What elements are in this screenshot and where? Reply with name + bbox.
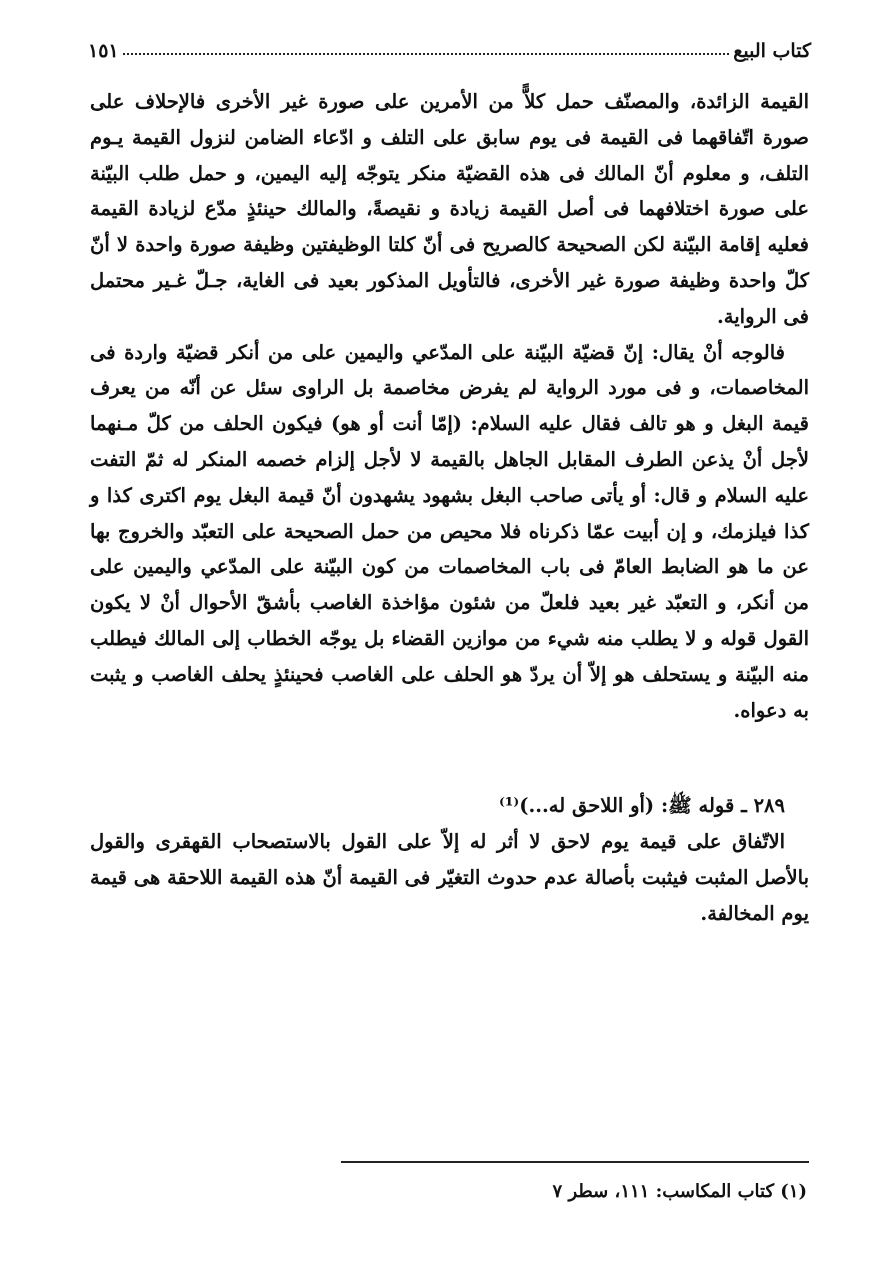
footnote: (١) كتاب المكاسب: ١١١، سطر ٧ — [552, 1181, 807, 1202]
paragraph-2: فالوجه أنْ يقال: إنّ قضيّة البيّنة على المدّعي واليمين على من أنكر قضيّة واردة فى المخاصمات، و فى مورد الرواية لم يفرض مخاصمة بل الراوى سئل عن أنّه من يعرف قيمة البغل و هو تالف فقال عليه السلام: (إمّا أنت أو هو) فيكون الحلف من كلّ مـنهما لأجل أنْ يذعن الطرف المقابل الجاهل بالقيمة لا لأجل إلزام خصمه المنكر له ثمّ التفت عليه السلام و قال: أو يأتى صاحب البغل بشهود يشهدون أنّ قيمة البغل يوم اكترى كذا و كذا فيلزمك، و إن أبيت عمّا ذكرناه فلا محيص من حمل الصحيحة على التعبّد والخروج بها عن ما هو الضابط العامّ فى باب المخاصمات من كون البيّنة على المدّعي واليمين على من أنكر، و التعبّد غير بعيد فلعلّ من شئون مؤاخذة الغاصب بأشقّ الأحوال أنْ لا يكون القول قوله و لا يطلب منه شيء من موازين القضاء بل يوجّه الخطاب إلى المالك فيطلب منه البيّنة و يستحلف هو إلاّ أن يردّ هو الحلف على الغاصب فحينئذٍ يحلف الغاصب و يثبت به دعواه. — [90, 340, 809, 722]
main-text — [90, 84, 809, 932]
paragraph-3: الاتّفاق على قيمة يوم لاحق لا أثر له إلاّ على القول بالاستصحاب القهقرى والقول بالأصل المثبت فيثبت بأصالة عدم حدوث التغيّر فى القيمة أنّ هذه القيمة اللاحقة هى قيمة يوم المخالفة. — [90, 830, 809, 925]
running-title: كتاب البيع — [733, 40, 811, 62]
paragraph-1: القيمة الزائدة، والمصنّف حمل كلاًّ من الأمرين على صورة غير الأخرى فالإحلاف على صورة اتّفاقهما فى القيمة فى يوم سابق على التلف و ادّعاء الضامن لنزول القيمة يـوم التلف، و معلوم أنّ المالك فى هذه القضيّة منكر يتوجّه إليه اليمين، و حمل طلب البيّنة على صورة اختلافهما فى أصل القيمة زيادة و نقيصةً، والمالك حينئذٍ مدّع لزيادة القيمة فعليه إقامة البيّنة لكن الصحيحة كالصريح فى أنّ كلتا الوظيفتين وظيفة صورة واحدة لا أنّ كلّ واحدة وظيفة صورة غير الأخرى، فالتأويل المذكور بعيد فى الغاية، جـلّ غـير محتمل فى الرواية. — [90, 90, 809, 328]
footnote-divider — [341, 1161, 809, 1163]
leader-dots — [123, 53, 730, 55]
section-spacer — [90, 728, 809, 788]
page-header — [88, 30, 811, 62]
section-heading: ٢٨٩ ـ قوله ﷺ: (أو اللاحق له...)⁽¹⁾ — [499, 794, 785, 818]
page-number: ١٥١ — [88, 40, 119, 62]
